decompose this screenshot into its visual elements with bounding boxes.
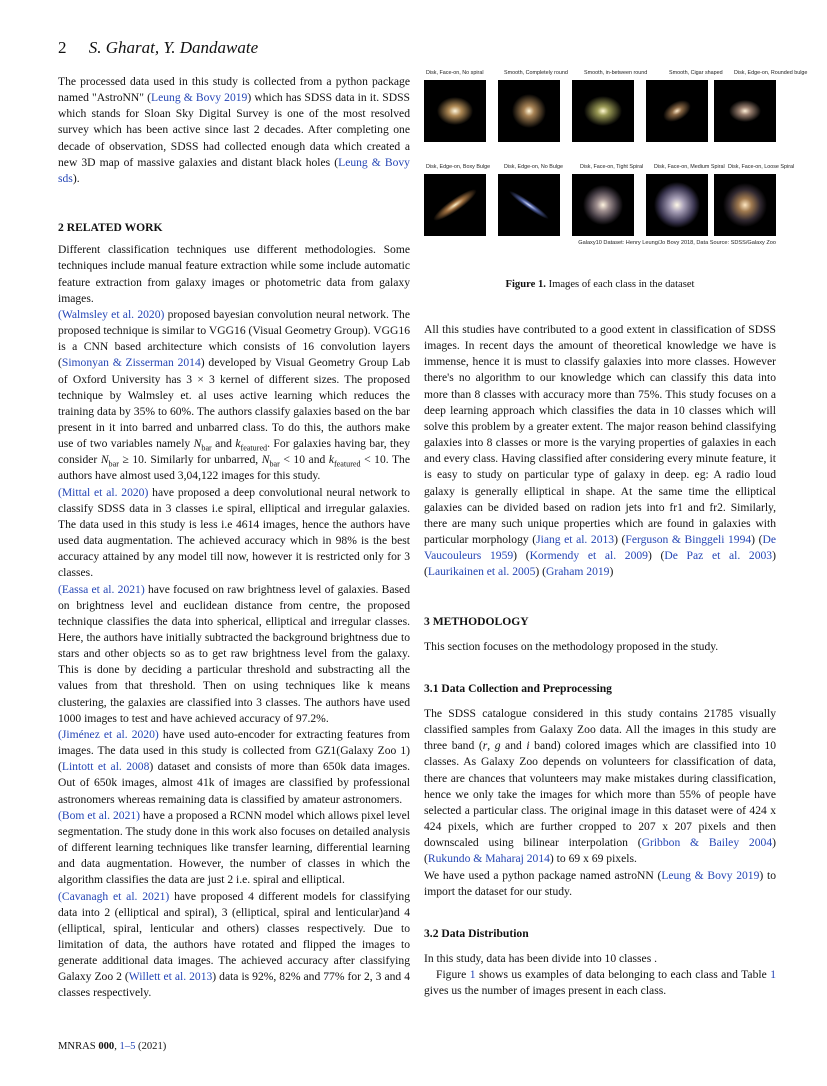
citation-link[interactable]: Leung & Bovy 2019: [661, 868, 760, 882]
galaxy-image: [646, 174, 708, 236]
subsection-heading: 3.2 Data Distribution: [424, 926, 529, 940]
citation-link[interactable]: Jiang et al. 2013: [536, 533, 615, 547]
citation-link[interactable]: De Paz et al. 2003: [664, 549, 773, 563]
galaxy-image: [498, 174, 560, 236]
citation-link[interactable]: Leung & Bovy 2019: [151, 91, 248, 105]
class-label: Disk, Face-on, Loose Spiral: [728, 164, 795, 170]
right-column: [424, 322, 776, 999]
galaxy-image: [498, 80, 560, 142]
paragraph: We have used a python package named astroNN (Leung & Bovy 2019) to import the dataset for our study.: [424, 868, 776, 898]
citation-link[interactable]: (Mittal et al. 2020): [58, 485, 149, 499]
galaxy-image-grid: [424, 70, 808, 246]
paragraph: (Jiménez et al. 2020) have used auto-encoder for extracting features from images. The data used in this study is collected from GZ1(Galaxy Zoo 1) (Lintott et al. 2008) dataset and consists of more than 650k data images. Out of 650k images, almost 41k of images are classified by professional astronomers whereas remaining data is classified by amateur astronomers.: [58, 727, 410, 806]
author-names: S. Gharat, Y. Dandawate: [88, 38, 259, 57]
citation-link[interactable]: Kormendy et al. 2009: [529, 549, 648, 563]
citation-link[interactable]: (Jiménez et al. 2020): [58, 727, 159, 741]
paragraph: (Mittal et al. 2020) have proposed a deep convolutional neural network to classify SDSS data in 3 classes i.e spiral, elliptical and irregular galaxies. The data used in this study is less i.e 4614 images, hence the authors have used data augmentation. The achieved accuracy which in 98% is the best accuracy attained by any model till now, however it is restricted only for 3 classes.: [58, 485, 410, 580]
paragraph: (Eassa et al. 2021) have focused on raw brightness level of galaxies. Based on brightness level and euclidean distance from centre, the proposed technique classifies the data into spherical, elliptical and irregular classes. Here, the authors have initially subtracted the background brightness due to stars and other objects so as to get raw brightness level from the galaxy. This is done by deciding a particular threshold and substracting all the values from that threshold. Then on using techniques like k means clustering, the galaxies are classified into 3 classes. The authors have used 1000 images to test and have achieved accuracy of 97.2%.: [58, 582, 410, 725]
galaxy-image: [714, 80, 776, 142]
page-number: 2: [58, 38, 67, 57]
galaxy-image: [572, 174, 634, 236]
table-reference-link[interactable]: 1: [770, 968, 776, 982]
citation-link[interactable]: Rukundo & Maharaj 2014: [427, 852, 550, 866]
class-label: Smooth, in-between round: [584, 70, 648, 76]
section-heading: 3 METHODOLOGY: [424, 614, 529, 628]
class-label: Smooth, Cigar shaped: [669, 70, 723, 76]
class-label: Disk, Face-on, Medium Spiral: [654, 164, 725, 170]
citation-link[interactable]: Lintott et al. 2008: [61, 760, 150, 774]
galaxy-image: [424, 80, 486, 142]
citation-link[interactable]: Graham 2019: [546, 565, 610, 579]
paragraph: (Bom et al. 2021) have a proposed a RCNN model which allows pixel level segmentation. The study done in this work also focuses on detailed analysis of different learning techniques like transfer learning, differential learning and data augmentation. However, the number of classes in which the algorithm classifies the data are just 2 i.e. spiral and elliptical.: [58, 808, 410, 887]
paragraph: All this studies have contributed to a good extent in classification of SDSS images. In recent days the amount of theoretical knowledge we have is immense, hence it is must to classify galaxies into more classes. However there's no algorithm to our knowledge which can classify this data into more than 8 classes with accuracy more than 75%. This study focuses on a deep learning approach which classifies the data in 10 classes which will solve this problem by a greater extent. The major reason behind classifying galaxies into 8 classes or more is the varying properties of galaxies in each and every class. Having classified after considering every minute feature, it is easy to study on particular type of galaxy in deep. eg: A radio loud galaxy is generally elliptical in shape. At the same time the elliptical galaxies can be divided based on radion jets into fr1 and fr2. Similarly, there are many such unique properties which are found in galaxies with particular morphology (Jiang et al. 2013) (Ferguson & Binggeli 1994) (De Vaucouleurs 1959) (Kormendy et al. 2009) (De Paz et al. 2003) (Laurikainen et al. 2005) (Graham 2019): [424, 323, 776, 579]
citation-link[interactable]: Gribbon & Bailey 2004: [641, 836, 773, 850]
figure-1: [424, 70, 808, 290]
galaxy-image: [714, 174, 776, 236]
figure-credit: Galaxy10 Dataset: Henry Leung/Jo Bovy 2018, Data Source: SDSS/Galaxy Zoo: [578, 240, 776, 246]
paragraph: Figure 1 shows us examples of data belonging to each class and Table 1 gives us the number of images present in each class.: [424, 968, 776, 998]
citation-link[interactable]: (Walmsley et al. 2020): [58, 307, 165, 321]
figure-caption: Figure 1. Images of each class in the dataset: [505, 279, 695, 290]
figure-reference-link[interactable]: 1: [469, 968, 476, 982]
subsection-heading: 3.1 Data Collection and Preprocessing: [424, 681, 612, 695]
class-label: Disk, Edge-on, Rounded bulge: [734, 70, 808, 76]
running-header: [58, 38, 258, 58]
class-label: Smooth, Completely round: [504, 70, 568, 76]
galaxy-image: [646, 80, 708, 142]
intro-paragraph: The processed data used in this study is collected from a python package named "AstroNN" (Leung & Bovy 2019) which has SDSS data in it. SDSS which stands for Sloan Sky Digital Survey is one of the most resolved survey which has been active since last 2 decades. After completing one decade of observation, SDSS had collected enough data which created a new 3D map of massive galaxies and distant black holes (Leung & Bovy sds).: [58, 75, 410, 185]
paragraph: (Walmsley et al. 2020) proposed bayesian convolution neural network. The proposed technique is similar to VGG16 (Visual Geometry Group). VGG16 is a CNN based architecture which consists of 16 convolution layers (Simonyan & Zisserman 2014) developed by Visual Geometry Group Lab of Oxford University has 3 × 3 kernel of different sizes. The proposed technique by Walmsley et. al uses active learning which reduces the training data by 35% to 60%. The authors classify galaxies based on the bar present in it into barred and unbarred class. To do this, the authors make use of two variables namely $N_{bar}$ and $k_{featured}$. For galaxies having bar, they consider $N_{bar} \ge 10$. Similarly for unbarred, $N_{bar} < 10$ and $k_{featured} < 10$. The authors have almost used 3,04,122 images for this study.: [58, 307, 411, 483]
citation-link[interactable]: De Vaucouleurs 1959: [424, 533, 776, 563]
class-label: Disk, Edge-on, Boxy Bulge: [426, 164, 491, 170]
citation-link[interactable]: Willett et al. 2013: [128, 970, 213, 984]
citation-link[interactable]: Leung & Bovy sds: [58, 155, 410, 185]
citation-link[interactable]: Simonyan & Zisserman 2014: [61, 356, 201, 370]
class-label: Disk, Face-on, Tight Spiral: [580, 164, 644, 170]
paragraph: (Cavanagh et al. 2021) have proposed 4 different models for classifying data into 2 (elliptical and spiral), 3 (elliptical, spiral and lenticular)and 4 (elliptical, spiral, lenticular and others) classes respectively. Due to limitation of data, the authors have rotated and flipped the images to generate additional data images. The achieved accuracy after classifying Galaxy Zoo 2 (Willett et al. 2013) data is 92%, 82% and 77% for 2, 3 and 4 classes respectively.: [58, 889, 410, 1000]
galaxy-image: [572, 80, 634, 142]
section-heading: 2 RELATED WORK: [58, 221, 163, 235]
class-label: Disk, Face-on, No spiral: [426, 70, 484, 76]
citation-link[interactable]: Ferguson & Binggeli 1994: [625, 533, 752, 547]
paragraph: The SDSS catalogue considered in this study contains 21785 visually classified samples from Galaxy Zoo data. All the images in this study are three band (r, g and i band) colored images which are classified into 10 classes. As Galaxy Zoo depends on volunteers for classification of data, there are chances that volunteers may make mistakes during classification, hence we only take the images for which more than 55% of people have selected a particular class. The original image in this dataset were of 424 x 424 pixels, which are further cropped to 207 x 207 pixels and then downscaled using bilinear interpolation (Gribbon & Bailey 2004) (Rukundo & Maharaj 2014) to 69 x 69 pixels.: [424, 706, 776, 866]
class-label: Disk, Edge-on, No Bulge: [504, 164, 564, 170]
citation-link[interactable]: (Cavanagh et al. 2021): [58, 889, 170, 903]
left-column: [58, 74, 410, 1002]
page-footer: MNRAS 000, 1–5 (2021): [58, 1041, 167, 1052]
paragraph: In this study, data has been divide into 10 classes .: [424, 952, 658, 965]
citation-link[interactable]: (Eassa et al. 2021): [58, 582, 145, 596]
galaxy-image: [424, 174, 486, 236]
page-range-link[interactable]: 1–5: [119, 1041, 136, 1052]
paragraph: Different classification techniques use different methodologies. Some techniques include manual feature extraction while some include automatic feature extraction from galaxy images or photometric data from galaxy images.: [58, 243, 410, 305]
citation-link[interactable]: (Bom et al. 2021): [58, 808, 141, 822]
citation-link[interactable]: Laurikainen et al. 2005: [427, 565, 536, 579]
paragraph: This section focuses on the methodology proposed in the study.: [424, 639, 719, 653]
